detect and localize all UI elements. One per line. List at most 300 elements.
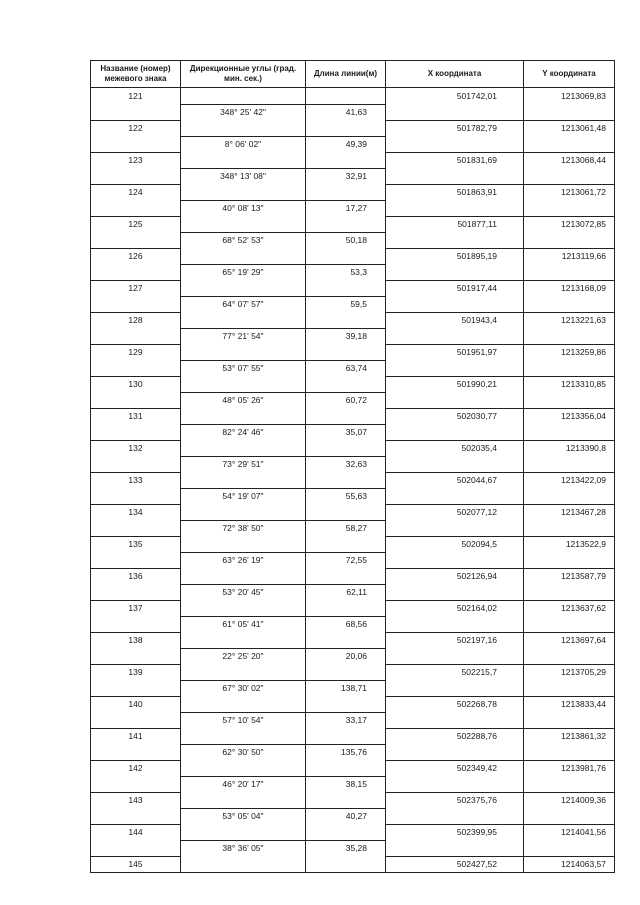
- empty-cell: [524, 296, 615, 312]
- segment-row: [91, 360, 615, 376]
- empty-cell: [306, 312, 386, 328]
- empty-cell: [524, 744, 615, 760]
- table-header-row: [91, 61, 615, 88]
- marker-name: 122: [91, 120, 181, 136]
- empty-cell: [91, 552, 181, 568]
- line-length: 138,71: [306, 680, 386, 696]
- marker-name: 123: [91, 152, 181, 168]
- x-coordinate: 502427,52: [386, 856, 524, 873]
- empty-cell: [306, 568, 386, 584]
- empty-cell: [306, 600, 386, 616]
- empty-cell: [524, 648, 615, 664]
- empty-cell: [524, 104, 615, 120]
- empty-cell: [306, 440, 386, 456]
- empty-cell: [306, 184, 386, 200]
- direction-angle: 82° 24' 46": [181, 424, 306, 440]
- direction-angle: 48° 05' 26": [181, 392, 306, 408]
- empty-cell: [181, 760, 306, 776]
- empty-cell: [306, 664, 386, 680]
- x-coordinate: 502288,76: [386, 728, 524, 744]
- line-length: 35,07: [306, 424, 386, 440]
- line-length: 17,27: [306, 200, 386, 216]
- empty-cell: [181, 536, 306, 552]
- empty-cell: [386, 488, 524, 504]
- marker-name: 126: [91, 248, 181, 264]
- x-coordinate: 501917,44: [386, 280, 524, 296]
- empty-cell: [524, 488, 615, 504]
- empty-cell: [181, 696, 306, 712]
- empty-cell: [91, 584, 181, 600]
- point-row: [91, 824, 615, 840]
- x-coordinate: 502077,12: [386, 504, 524, 520]
- empty-cell: [181, 184, 306, 200]
- y-coordinate: 1213072,85: [524, 216, 615, 232]
- header-direction-angle: Дирекционные углы (град. мин. сек.): [181, 61, 306, 88]
- line-length: 63,74: [306, 360, 386, 376]
- y-coordinate: 1213119,66: [524, 248, 615, 264]
- empty-cell: [91, 392, 181, 408]
- line-length: 35,28: [306, 840, 386, 856]
- empty-cell: [181, 248, 306, 264]
- segment-row: [91, 328, 615, 344]
- empty-cell: [306, 824, 386, 840]
- line-length: 58,27: [306, 520, 386, 536]
- y-coordinate: 1213697,64: [524, 632, 615, 648]
- segment-row: [91, 520, 615, 536]
- empty-cell: [181, 216, 306, 232]
- empty-cell: [524, 840, 615, 856]
- segment-row: [91, 104, 615, 120]
- segment-row: [91, 840, 615, 856]
- line-length: 135,76: [306, 744, 386, 760]
- empty-cell: [524, 680, 615, 696]
- empty-cell: [91, 360, 181, 376]
- empty-cell: [181, 664, 306, 680]
- y-coordinate: 1213522,9: [524, 536, 615, 552]
- empty-cell: [524, 552, 615, 568]
- empty-cell: [386, 552, 524, 568]
- empty-cell: [181, 632, 306, 648]
- segment-row: [91, 552, 615, 568]
- empty-cell: [181, 472, 306, 488]
- direction-angle: 53° 07' 55": [181, 360, 306, 376]
- empty-cell: [386, 232, 524, 248]
- empty-cell: [91, 456, 181, 472]
- segment-row: [91, 392, 615, 408]
- segment-row: [91, 776, 615, 792]
- point-row: [91, 568, 615, 584]
- point-row: [91, 88, 615, 105]
- marker-name: 144: [91, 824, 181, 840]
- empty-cell: [306, 504, 386, 520]
- y-coordinate: 1213068,44: [524, 152, 615, 168]
- line-length: 32,63: [306, 456, 386, 472]
- marker-name: 137: [91, 600, 181, 616]
- direction-angle: 67° 30' 02": [181, 680, 306, 696]
- empty-cell: [386, 648, 524, 664]
- empty-cell: [181, 856, 306, 873]
- y-coordinate: 1213587,79: [524, 568, 615, 584]
- empty-cell: [91, 648, 181, 664]
- empty-cell: [386, 712, 524, 728]
- x-coordinate: 502268,78: [386, 696, 524, 712]
- empty-cell: [386, 680, 524, 696]
- empty-cell: [91, 808, 181, 824]
- empty-cell: [524, 168, 615, 184]
- y-coordinate: 1214041,56: [524, 824, 615, 840]
- empty-cell: [524, 584, 615, 600]
- empty-cell: [386, 104, 524, 120]
- direction-angle: 63° 26' 19": [181, 552, 306, 568]
- point-row: [91, 184, 615, 200]
- y-coordinate: 1213061,48: [524, 120, 615, 136]
- empty-cell: [524, 808, 615, 824]
- line-length: 50,18: [306, 232, 386, 248]
- point-row: [91, 632, 615, 648]
- point-row: [91, 536, 615, 552]
- empty-cell: [386, 584, 524, 600]
- point-row: [91, 760, 615, 776]
- direction-angle: 53° 05' 04": [181, 808, 306, 824]
- x-coordinate: 502126,94: [386, 568, 524, 584]
- segment-row: [91, 744, 615, 760]
- point-row: [91, 152, 615, 168]
- segment-row: [91, 808, 615, 824]
- direction-angle: 72° 38' 50": [181, 520, 306, 536]
- x-coordinate: 502375,76: [386, 792, 524, 808]
- empty-cell: [91, 296, 181, 312]
- direction-angle: 54° 19' 07": [181, 488, 306, 504]
- y-coordinate: 1213981,76: [524, 760, 615, 776]
- point-row: [91, 728, 615, 744]
- empty-cell: [386, 392, 524, 408]
- point-row: [91, 440, 615, 456]
- y-coordinate: 1213390,8: [524, 440, 615, 456]
- empty-cell: [386, 296, 524, 312]
- point-row: [91, 280, 615, 296]
- segment-row: [91, 456, 615, 472]
- empty-cell: [91, 712, 181, 728]
- empty-cell: [386, 776, 524, 792]
- line-length: 60,72: [306, 392, 386, 408]
- empty-cell: [306, 152, 386, 168]
- empty-cell: [524, 392, 615, 408]
- direction-angle: 46° 20' 17": [181, 776, 306, 792]
- header-x-coordinate: X координата: [386, 61, 524, 88]
- x-coordinate: 502035,4: [386, 440, 524, 456]
- empty-cell: [386, 264, 524, 280]
- line-length: 39,18: [306, 328, 386, 344]
- direction-angle: 348° 25' 42": [181, 104, 306, 120]
- empty-cell: [524, 776, 615, 792]
- empty-cell: [386, 840, 524, 856]
- line-length: 41,63: [306, 104, 386, 120]
- direction-angle: 40° 08' 13": [181, 200, 306, 216]
- x-coordinate: 501895,19: [386, 248, 524, 264]
- empty-cell: [524, 616, 615, 632]
- empty-cell: [91, 488, 181, 504]
- x-coordinate: 501951,97: [386, 344, 524, 360]
- y-coordinate: 1213637,62: [524, 600, 615, 616]
- point-row: [91, 344, 615, 360]
- empty-cell: [181, 728, 306, 744]
- empty-cell: [181, 792, 306, 808]
- direction-angle: 65° 19' 29": [181, 264, 306, 280]
- segment-row: [91, 616, 615, 632]
- empty-cell: [306, 536, 386, 552]
- marker-name: 129: [91, 344, 181, 360]
- point-row: [91, 376, 615, 392]
- point-row: [91, 664, 615, 680]
- direction-angle: 8° 06' 02": [181, 136, 306, 152]
- y-coordinate: 1213422,09: [524, 472, 615, 488]
- empty-cell: [524, 328, 615, 344]
- marker-name: 128: [91, 312, 181, 328]
- empty-cell: [386, 328, 524, 344]
- marker-name: 140: [91, 696, 181, 712]
- boundary-coordinates-table: [90, 60, 615, 873]
- line-length: 49,39: [306, 136, 386, 152]
- marker-name: 124: [91, 184, 181, 200]
- empty-cell: [91, 104, 181, 120]
- empty-cell: [306, 280, 386, 296]
- empty-cell: [91, 776, 181, 792]
- empty-cell: [181, 376, 306, 392]
- x-coordinate: 501990,21: [386, 376, 524, 392]
- segment-row: [91, 136, 615, 152]
- point-row: [91, 792, 615, 808]
- empty-cell: [524, 712, 615, 728]
- x-coordinate: 501943,4: [386, 312, 524, 328]
- empty-cell: [306, 408, 386, 424]
- empty-cell: [386, 744, 524, 760]
- empty-cell: [181, 88, 306, 105]
- point-row: [91, 120, 615, 136]
- empty-cell: [386, 456, 524, 472]
- point-row: [91, 216, 615, 232]
- direction-angle: 68° 52' 53": [181, 232, 306, 248]
- y-coordinate: 1213861,32: [524, 728, 615, 744]
- empty-cell: [524, 360, 615, 376]
- line-length: 68,56: [306, 616, 386, 632]
- marker-name: 142: [91, 760, 181, 776]
- x-coordinate: 502399,95: [386, 824, 524, 840]
- empty-cell: [91, 264, 181, 280]
- y-coordinate: 1214009,36: [524, 792, 615, 808]
- marker-name: 133: [91, 472, 181, 488]
- empty-cell: [91, 232, 181, 248]
- direction-angle: 77° 21' 54": [181, 328, 306, 344]
- empty-cell: [91, 424, 181, 440]
- y-coordinate: 1213705,29: [524, 664, 615, 680]
- x-coordinate: 502215,7: [386, 664, 524, 680]
- marker-name: 121: [91, 88, 181, 105]
- empty-cell: [181, 440, 306, 456]
- marker-name: 134: [91, 504, 181, 520]
- segment-row: [91, 648, 615, 664]
- point-row: [91, 248, 615, 264]
- y-coordinate: 1213069,83: [524, 88, 615, 105]
- point-row: [91, 856, 615, 873]
- direction-angle: 62° 30' 50": [181, 744, 306, 760]
- y-coordinate: 1213061,72: [524, 184, 615, 200]
- empty-cell: [524, 232, 615, 248]
- y-coordinate: 1213356,04: [524, 408, 615, 424]
- empty-cell: [181, 280, 306, 296]
- point-row: [91, 312, 615, 328]
- line-length: 62,11: [306, 584, 386, 600]
- empty-cell: [386, 616, 524, 632]
- x-coordinate: 501742,01: [386, 88, 524, 105]
- direction-angle: 73° 29' 51": [181, 456, 306, 472]
- empty-cell: [524, 520, 615, 536]
- empty-cell: [386, 200, 524, 216]
- segment-row: [91, 424, 615, 440]
- empty-cell: [306, 88, 386, 105]
- direction-angle: 61° 05' 41": [181, 616, 306, 632]
- x-coordinate: 502164,02: [386, 600, 524, 616]
- marker-name: 141: [91, 728, 181, 744]
- x-coordinate: 502349,42: [386, 760, 524, 776]
- marker-name: 143: [91, 792, 181, 808]
- direction-angle: 22° 25' 20": [181, 648, 306, 664]
- segment-row: [91, 488, 615, 504]
- marker-name: 138: [91, 632, 181, 648]
- empty-cell: [181, 312, 306, 328]
- table-body: [91, 88, 615, 873]
- header-y-coordinate: Y координата: [524, 61, 615, 88]
- x-coordinate: 501782,79: [386, 120, 524, 136]
- empty-cell: [306, 248, 386, 264]
- point-row: [91, 472, 615, 488]
- segment-row: [91, 264, 615, 280]
- empty-cell: [306, 760, 386, 776]
- empty-cell: [306, 792, 386, 808]
- line-length: 53,3: [306, 264, 386, 280]
- empty-cell: [306, 696, 386, 712]
- line-length: 59,5: [306, 296, 386, 312]
- empty-cell: [386, 136, 524, 152]
- empty-cell: [386, 424, 524, 440]
- empty-cell: [524, 136, 615, 152]
- empty-cell: [306, 632, 386, 648]
- empty-cell: [181, 504, 306, 520]
- direction-angle: 38° 36' 05": [181, 840, 306, 856]
- empty-cell: [524, 264, 615, 280]
- empty-cell: [91, 680, 181, 696]
- segment-row: [91, 296, 615, 312]
- empty-cell: [181, 824, 306, 840]
- marker-name: 130: [91, 376, 181, 392]
- marker-name: 139: [91, 664, 181, 680]
- point-row: [91, 504, 615, 520]
- segment-row: [91, 712, 615, 728]
- x-coordinate: 502030,77: [386, 408, 524, 424]
- x-coordinate: 501831,69: [386, 152, 524, 168]
- segment-row: [91, 168, 615, 184]
- line-length: 32,91: [306, 168, 386, 184]
- point-row: [91, 408, 615, 424]
- x-coordinate: 502197,16: [386, 632, 524, 648]
- marker-name: 145: [91, 856, 181, 873]
- empty-cell: [306, 472, 386, 488]
- empty-cell: [181, 408, 306, 424]
- empty-cell: [91, 200, 181, 216]
- empty-cell: [306, 344, 386, 360]
- empty-cell: [386, 520, 524, 536]
- y-coordinate: 1213310,85: [524, 376, 615, 392]
- x-coordinate: 501863,91: [386, 184, 524, 200]
- y-coordinate: 1213467,28: [524, 504, 615, 520]
- line-length: 20,06: [306, 648, 386, 664]
- x-coordinate: 502094,5: [386, 536, 524, 552]
- empty-cell: [524, 456, 615, 472]
- empty-cell: [306, 216, 386, 232]
- point-row: [91, 600, 615, 616]
- marker-name: 132: [91, 440, 181, 456]
- marker-name: 127: [91, 280, 181, 296]
- empty-cell: [91, 616, 181, 632]
- segment-row: [91, 200, 615, 216]
- line-length: 55,63: [306, 488, 386, 504]
- segment-row: [91, 232, 615, 248]
- line-length: 40,27: [306, 808, 386, 824]
- line-length: 38,15: [306, 776, 386, 792]
- empty-cell: [524, 200, 615, 216]
- point-row: [91, 696, 615, 712]
- empty-cell: [306, 728, 386, 744]
- header-line-length: Длина линии(м): [306, 61, 386, 88]
- x-coordinate: 502044,67: [386, 472, 524, 488]
- empty-cell: [91, 328, 181, 344]
- empty-cell: [91, 136, 181, 152]
- direction-angle: 348° 13' 08": [181, 168, 306, 184]
- marker-name: 135: [91, 536, 181, 552]
- direction-angle: 53° 20' 45": [181, 584, 306, 600]
- marker-name: 125: [91, 216, 181, 232]
- empty-cell: [181, 568, 306, 584]
- segment-row: [91, 680, 615, 696]
- x-coordinate: 501877,11: [386, 216, 524, 232]
- empty-cell: [91, 168, 181, 184]
- header-marker-name: Название (номер) межевого знака: [91, 61, 181, 88]
- empty-cell: [306, 856, 386, 873]
- empty-cell: [91, 520, 181, 536]
- empty-cell: [386, 808, 524, 824]
- empty-cell: [306, 120, 386, 136]
- segment-row: [91, 584, 615, 600]
- line-length: 33,17: [306, 712, 386, 728]
- empty-cell: [524, 424, 615, 440]
- empty-cell: [386, 168, 524, 184]
- empty-cell: [181, 152, 306, 168]
- line-length: 72,55: [306, 552, 386, 568]
- empty-cell: [306, 376, 386, 392]
- y-coordinate: 1214063,57: [524, 856, 615, 873]
- y-coordinate: 1213259,86: [524, 344, 615, 360]
- marker-name: 131: [91, 408, 181, 424]
- y-coordinate: 1213833,44: [524, 696, 615, 712]
- direction-angle: 64° 07' 57": [181, 296, 306, 312]
- direction-angle: 57° 10' 54": [181, 712, 306, 728]
- empty-cell: [386, 360, 524, 376]
- empty-cell: [181, 600, 306, 616]
- empty-cell: [181, 344, 306, 360]
- y-coordinate: 1213221,63: [524, 312, 615, 328]
- empty-cell: [181, 120, 306, 136]
- empty-cell: [91, 744, 181, 760]
- empty-cell: [91, 840, 181, 856]
